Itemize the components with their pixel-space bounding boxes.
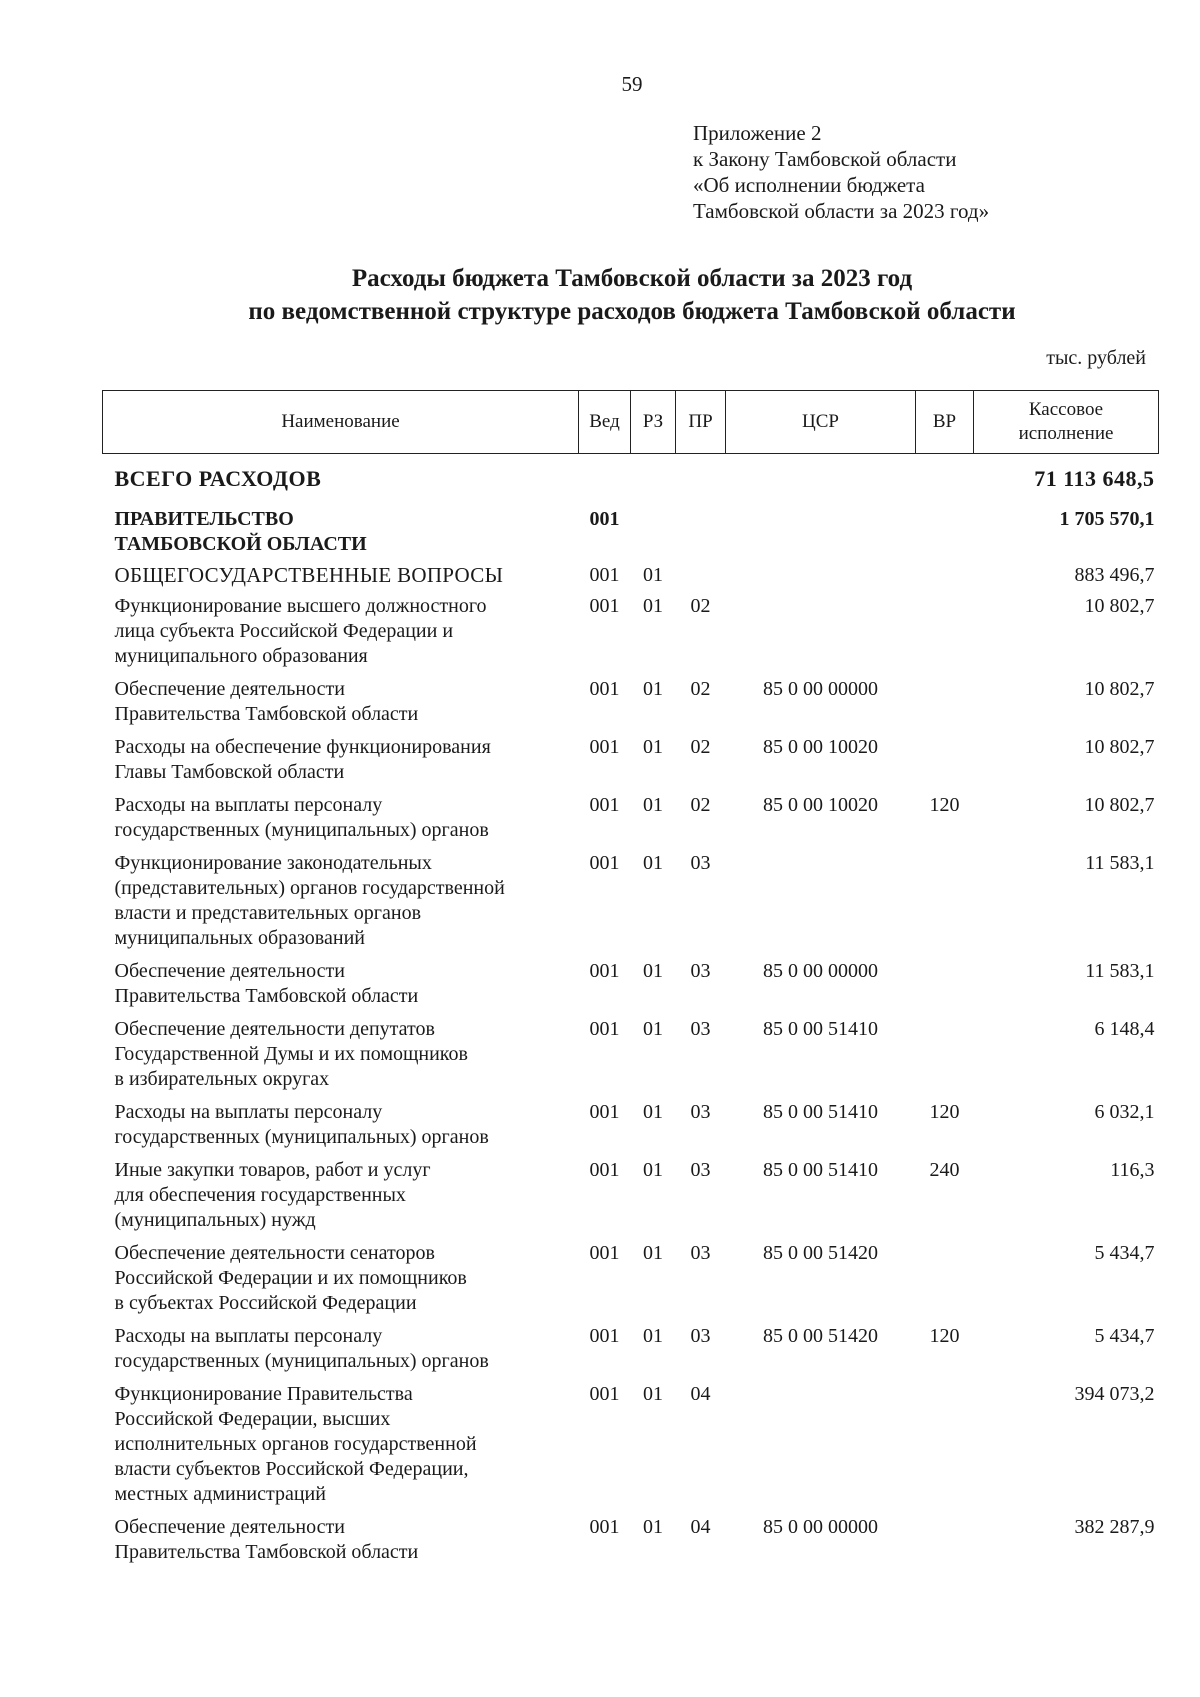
row-ved: 001	[589, 1159, 620, 1181]
row-amount: 10 802,7	[1084, 595, 1155, 617]
row-pr: 02	[690, 794, 711, 816]
row-name-line: Обеспечение деятельности	[114, 678, 345, 700]
row-amount: 10 802,7	[1084, 736, 1155, 758]
row-rz: 01	[643, 1101, 663, 1123]
row-amount: 5 434,7	[1094, 1242, 1155, 1264]
row-csr: 85 0 00 51420	[763, 1242, 878, 1264]
appendix-line: к Закону Тамбовской области	[693, 147, 957, 171]
row-ved: 001	[589, 1242, 620, 1264]
row-amount: 5 434,7	[1094, 1325, 1155, 1347]
row-pr: 03	[690, 1101, 711, 1123]
row-csr: 85 0 00 00000	[763, 678, 878, 700]
row-name-line: Российской Федерации, высших	[114, 1408, 391, 1430]
row-name-line: (муниципальных) нужд	[114, 1209, 316, 1231]
row-name	[103, 557, 579, 588]
table-body	[103, 454, 1159, 1566]
row-name-line: в субъектах Российской Федерации	[114, 1292, 417, 1314]
row-ved: 001	[589, 595, 620, 617]
row-vr	[916, 843, 974, 951]
row-ved: 001	[589, 736, 620, 758]
appendix-line: Тамбовской области за 2023 год»	[693, 199, 990, 223]
row-name-line: государственных (муниципальных) органов	[114, 819, 489, 841]
row-ved: 001	[589, 852, 620, 874]
row-name	[103, 1374, 579, 1507]
row-name-line: Функционирование высшего должностного	[114, 595, 487, 617]
units-label: тыс. рублей	[1046, 347, 1146, 369]
row-name-line: Обеспечение деятельности	[114, 1516, 345, 1538]
row-name-line: в избирательных округах	[114, 1068, 330, 1090]
row-csr: 85 0 00 00000	[763, 1516, 878, 1538]
row-vr	[916, 588, 974, 669]
row-name-line: Функционирование законодательных	[114, 852, 432, 874]
document-title	[0, 262, 1200, 328]
header-csr: ЦСР	[726, 391, 916, 454]
row-csr	[726, 491, 916, 557]
header-name: Наименование	[103, 391, 579, 454]
row-name-line: Обеспечение деятельности сенаторов	[114, 1242, 435, 1264]
row-name	[103, 1316, 579, 1374]
row-pr	[676, 491, 726, 557]
row-vr	[916, 491, 974, 557]
row-name-line: государственных (муниципальных) органов	[114, 1350, 489, 1372]
row-rz: 01	[643, 794, 663, 816]
header-amount	[974, 391, 1159, 454]
row-rz	[631, 491, 676, 557]
table-header-row	[103, 391, 1159, 454]
appendix-note	[693, 120, 989, 224]
row-csr: 85 0 00 51420	[763, 1325, 878, 1347]
row-vr	[916, 1009, 974, 1092]
row-ved: 001	[589, 1018, 620, 1040]
row-pr	[676, 454, 726, 492]
row-name-line: ПРАВИТЕЛЬСТВО	[114, 508, 294, 530]
row-name-line: Расходы на обеспечение функционирования	[114, 736, 491, 758]
row-name-line: ТАМБОВСКОЙ ОБЛАСТИ	[114, 533, 367, 555]
row-pr: 04	[690, 1516, 711, 1538]
row-csr	[726, 454, 916, 492]
row-name	[103, 1009, 579, 1092]
table-row	[103, 454, 1159, 492]
table-row	[103, 785, 1159, 843]
row-ved: 001	[589, 1516, 620, 1538]
table-row	[103, 1316, 1159, 1374]
row-name	[103, 669, 579, 727]
row-csr	[726, 557, 916, 588]
row-name	[103, 1233, 579, 1316]
row-rz: 01	[643, 736, 663, 758]
row-name	[103, 491, 579, 557]
row-name-line: Расходы на выплаты персоналу	[114, 794, 383, 816]
row-rz: 01	[643, 1018, 663, 1040]
row-amount: 11 583,1	[1085, 852, 1155, 874]
row-name-line: власти субъектов Российской Федерации,	[114, 1458, 469, 1480]
row-amount: 10 802,7	[1084, 794, 1155, 816]
row-rz: 01	[643, 1159, 663, 1181]
row-vr	[916, 669, 974, 727]
row-amount: 10 802,7	[1084, 678, 1155, 700]
title-line-1: Расходы бюджета Тамбовской области за 2023 год	[351, 265, 913, 292]
row-amount: 883 496,7	[1074, 564, 1155, 586]
table-row	[103, 491, 1159, 557]
table-row	[103, 1009, 1159, 1092]
row-name-line: муниципального образования	[114, 645, 368, 667]
row-rz: 01	[643, 1383, 663, 1405]
row-csr: 85 0 00 00000	[763, 960, 878, 982]
row-name-line: Расходы на выплаты персоналу	[114, 1325, 383, 1347]
row-name-line: власти и представительных органов	[114, 902, 422, 924]
row-ved: 001	[589, 564, 620, 586]
row-name-line: Обеспечение деятельности	[114, 960, 345, 982]
row-vr	[916, 1374, 974, 1507]
row-pr: 04	[690, 1383, 711, 1405]
row-amount: 11 583,1	[1085, 960, 1155, 982]
table-row	[103, 1233, 1159, 1316]
row-amount: 382 287,9	[1074, 1516, 1155, 1538]
row-amount: 116,3	[1110, 1159, 1155, 1181]
row-name-line: государственных (муниципальных) органов	[114, 1126, 489, 1148]
row-name	[103, 951, 579, 1009]
header-ved: Вед	[579, 391, 631, 454]
row-name-line: (представительных) органов государственной	[114, 877, 505, 899]
row-rz: 01	[643, 564, 663, 586]
row-name	[103, 843, 579, 951]
row-name-line: Российской Федерации и их помощников	[114, 1267, 467, 1289]
table-row	[103, 843, 1159, 951]
row-vr: 120	[929, 1101, 960, 1123]
row-pr: 02	[690, 595, 711, 617]
row-amount: 71 113 648,5	[1034, 466, 1155, 491]
row-name	[103, 1507, 579, 1565]
row-vr	[916, 1507, 974, 1565]
header-rz: РЗ	[631, 391, 676, 454]
row-vr	[916, 454, 974, 492]
row-csr: 85 0 00 51410	[763, 1018, 878, 1040]
row-vr: 120	[929, 1325, 960, 1347]
row-name	[103, 588, 579, 669]
appendix-line: «Об исполнении бюджета	[693, 173, 925, 197]
table-row	[103, 1092, 1159, 1150]
table-row	[103, 1150, 1159, 1233]
row-pr: 03	[690, 1159, 711, 1181]
table-row	[103, 1374, 1159, 1507]
row-name-line: Государственной Думы и их помощников	[114, 1043, 468, 1065]
row-ved: 001	[589, 678, 620, 700]
row-name-line: Правительства Тамбовской области	[114, 703, 419, 725]
row-name-line: Обеспечение деятельности депутатов	[114, 1018, 435, 1040]
header-amount-line: Кассовое	[1028, 399, 1104, 420]
table-row	[103, 727, 1159, 785]
row-vr	[916, 727, 974, 785]
row-name-line: для обеспечения государственных	[114, 1184, 406, 1206]
row-vr	[916, 1233, 974, 1316]
row-name	[103, 454, 579, 492]
row-csr	[726, 843, 916, 951]
row-name-line: ВСЕГО РАСХОДОВ	[114, 466, 322, 491]
row-name	[103, 1150, 579, 1233]
title-line-2: по ведомственной структуре расходов бюджета Тамбовской области	[248, 298, 1016, 325]
row-amount: 6 032,1	[1094, 1101, 1155, 1123]
row-name-line: исполнительных органов государственной	[114, 1433, 477, 1455]
header-vr: ВР	[916, 391, 974, 454]
table-row	[103, 557, 1159, 588]
row-amount: 1 705 570,1	[1059, 508, 1155, 530]
row-name	[103, 785, 579, 843]
row-name	[103, 727, 579, 785]
row-pr: 03	[690, 1242, 711, 1264]
row-rz: 01	[643, 678, 663, 700]
row-vr: 240	[929, 1159, 960, 1181]
row-ved: 001	[589, 1325, 620, 1347]
row-name-line: муниципальных образований	[114, 927, 365, 949]
header-pr: ПР	[676, 391, 726, 454]
row-rz: 01	[643, 960, 663, 982]
row-pr: 03	[690, 1325, 711, 1347]
row-rz: 01	[643, 595, 663, 617]
row-csr: 85 0 00 10020	[763, 794, 878, 816]
row-amount: 394 073,2	[1074, 1383, 1155, 1405]
row-vr	[916, 557, 974, 588]
row-name-line: ОБЩЕГОСУДАРСТВЕННЫЕ ВОПРОСЫ	[114, 563, 504, 587]
row-csr: 85 0 00 51410	[763, 1101, 878, 1123]
row-name-line: лица субъекта Российской Федерации и	[114, 620, 454, 642]
row-rz: 01	[643, 852, 663, 874]
row-rz: 01	[643, 1325, 663, 1347]
row-vr	[916, 951, 974, 1009]
appendix-line: Приложение 2	[693, 121, 822, 145]
row-pr: 02	[690, 678, 711, 700]
table-row	[103, 588, 1159, 669]
page-number: 59	[621, 72, 643, 96]
row-name-line: Правительства Тамбовской области	[114, 985, 419, 1007]
row-csr	[726, 1374, 916, 1507]
table-row	[103, 951, 1159, 1009]
row-name-line: Иные закупки товаров, работ и услуг	[114, 1159, 431, 1181]
header-amount-line: исполнение	[1018, 423, 1114, 444]
row-name-line: местных администраций	[114, 1483, 326, 1505]
row-pr: 02	[690, 736, 711, 758]
row-ved: 001	[589, 1101, 620, 1123]
row-rz: 01	[643, 1242, 663, 1264]
row-ved	[579, 454, 631, 492]
row-amount: 6 148,4	[1094, 1018, 1155, 1040]
row-csr: 85 0 00 10020	[763, 736, 878, 758]
row-ved: 001	[589, 794, 620, 816]
row-name-line: Правительства Тамбовской области	[114, 1541, 419, 1563]
budget-table	[102, 390, 1159, 1565]
row-csr: 85 0 00 51410	[763, 1159, 878, 1181]
row-pr: 03	[690, 852, 711, 874]
row-name	[103, 1092, 579, 1150]
row-rz	[631, 454, 676, 492]
row-name-line: Функционирование Правительства	[114, 1383, 413, 1405]
table-row	[103, 1507, 1159, 1565]
table-row	[103, 669, 1159, 727]
row-vr: 120	[929, 794, 960, 816]
row-pr: 03	[690, 960, 711, 982]
row-ved: 001	[589, 508, 620, 530]
row-pr: 03	[690, 1018, 711, 1040]
row-name-line: Расходы на выплаты персоналу	[114, 1101, 383, 1123]
row-ved: 001	[589, 1383, 620, 1405]
row-rz: 01	[643, 1516, 663, 1538]
row-csr	[726, 588, 916, 669]
row-ved: 001	[589, 960, 620, 982]
row-pr	[676, 557, 726, 588]
row-name-line: Главы Тамбовской области	[114, 761, 345, 783]
